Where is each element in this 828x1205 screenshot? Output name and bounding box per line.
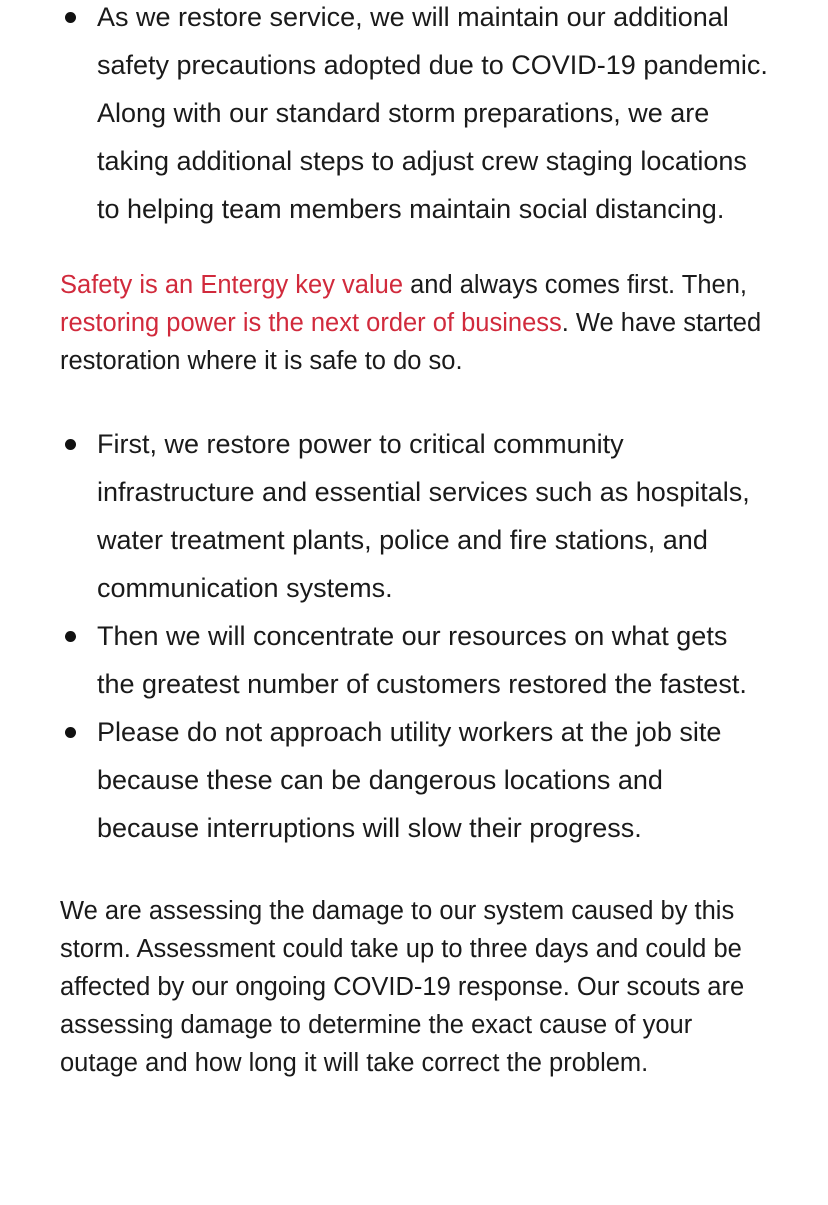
precautions-list xyxy=(60,0,768,233)
bullet-icon xyxy=(65,727,76,738)
list-item xyxy=(60,0,768,233)
restoring-power-link[interactable]: restoring power is the next order of business xyxy=(60,309,562,337)
list-item-text: First, we restore power to critical community infrastructure and essential services such as hospitals, water treatment plants, police and fire stations, and communication systems. xyxy=(97,429,750,603)
bullet-icon xyxy=(65,439,76,450)
list-item xyxy=(60,612,768,708)
safety-text-2: . We have started restoration where it is safe to do so. xyxy=(60,309,762,375)
safety-value-link[interactable]: Safety is an Entergy key value xyxy=(60,271,404,299)
restoration-steps-list xyxy=(60,420,768,852)
bullet-icon xyxy=(65,12,76,23)
list-item-text: Please do not approach utility workers at the job site because these can be dangerous locations and because interruptions will slow their progress. xyxy=(97,717,722,843)
list-item xyxy=(60,420,768,612)
bullet-icon xyxy=(65,631,76,642)
safety-paragraph xyxy=(60,266,768,380)
list-item-text: As we restore service, we will maintain our additional safety precautions adopted due to COVID-19 pandemic. Along with our standard storm preparations, we are taking additional steps to adjust crew staging locations to helping team members maintain social distancing. xyxy=(97,2,768,224)
safety-text-1: and always comes first. Then, xyxy=(403,271,747,299)
list-item xyxy=(60,708,768,852)
list-item-text: Then we will concentrate our resources on what gets the greatest number of customers restored the fastest. xyxy=(97,621,747,699)
assessment-paragraph: We are assessing the damage to our system caused by this storm. Assessment could take up to three days and could be affected by our ongoing COVID-19 response. Our scouts are assessing damage to determine the exact cause of your outage and how long it will take correct the problem. xyxy=(60,897,745,1077)
